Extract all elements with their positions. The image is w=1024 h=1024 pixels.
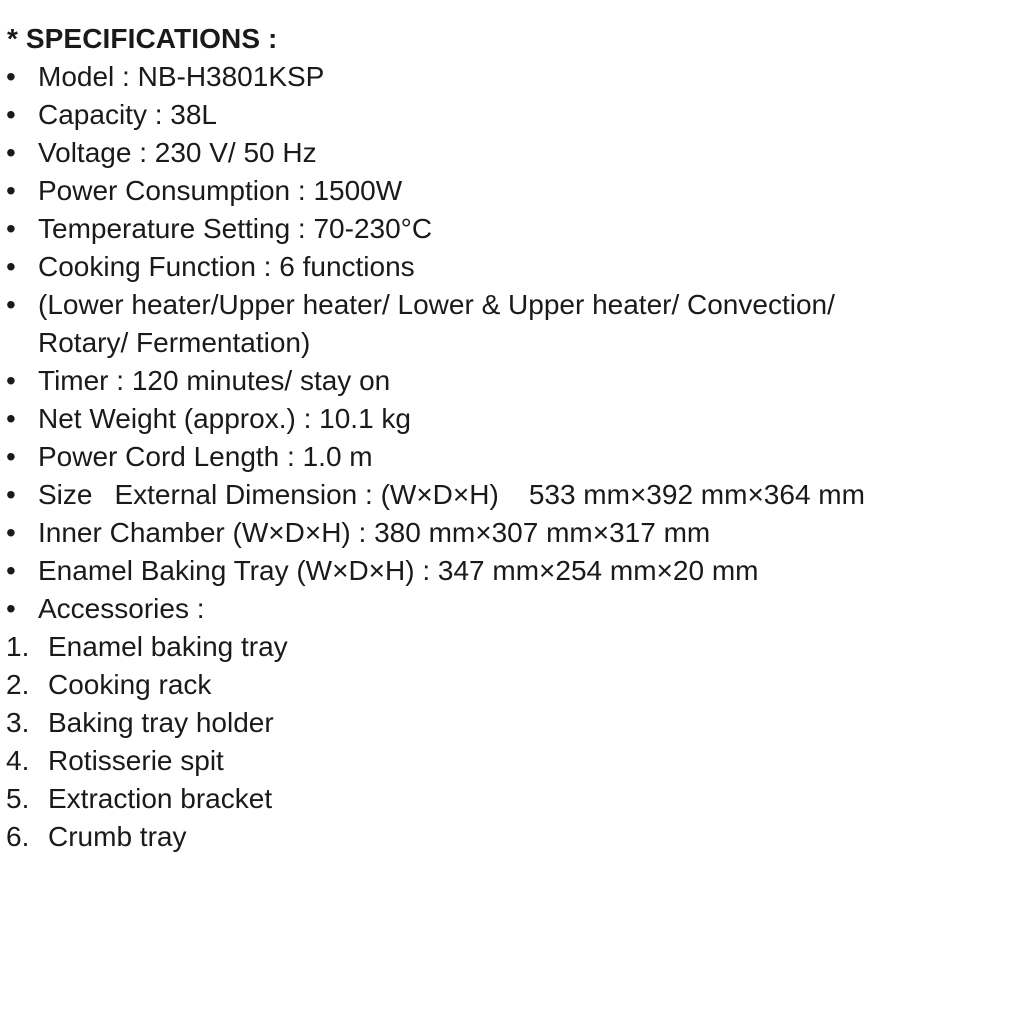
bullet-marker: • (6, 555, 16, 586)
bullet-marker: • (6, 517, 16, 548)
spec-text: Accessories : (38, 593, 205, 624)
size-label: Size (38, 479, 93, 510)
spec-text: Power Consumption : 1500W (38, 175, 403, 206)
spec-text: Enamel Baking Tray (W×D×H) : 347 mm×254 mm×20 mm (38, 555, 759, 586)
spec-text: Inner Chamber (W×D×H) : 380 mm×307 mm×317 mm (38, 517, 711, 548)
accessory-number: 6. (6, 821, 30, 852)
spec-text: Timer : 120 minutes/ stay on (38, 365, 391, 396)
bullet-marker: • (6, 365, 16, 396)
spec-text: Voltage : 230 V/ 50 Hz (38, 137, 317, 168)
accessory-number: 1. (6, 631, 30, 662)
spec-text: Rotary/ Fermentation) (38, 327, 311, 358)
accessory-text: Cooking rack (48, 669, 212, 700)
bullet-marker: • (6, 137, 16, 168)
bullet-marker: • (6, 175, 16, 206)
size-dimension-value: 533 mm×392 mm×364 mm (528, 479, 865, 510)
bullet-marker: • (6, 99, 16, 130)
accessory-number: 4. (6, 745, 30, 776)
spec-text: Net Weight (approx.) : 10.1 kg (38, 403, 411, 434)
accessory-number: 3. (6, 707, 30, 738)
spec-text: Cooking Function : 6 functions (38, 251, 415, 282)
accessory-text: Crumb tray (48, 821, 187, 852)
accessory-number: 5. (6, 783, 30, 814)
spec-text (38, 476, 865, 514)
bullet-marker: • (6, 251, 16, 282)
bullet-marker: • (6, 61, 16, 92)
spec-text: Capacity : 38L (38, 99, 217, 130)
accessory-text: Baking tray holder (48, 707, 274, 738)
bullet-marker: • (6, 213, 16, 244)
accessory-text: Enamel baking tray (48, 631, 288, 662)
spec-text: Model : NB-H3801KSP (38, 61, 325, 92)
bullet-marker: • (6, 593, 16, 624)
accessory-text: Extraction bracket (48, 783, 273, 814)
bullet-marker: • (6, 403, 16, 434)
page-title: * SPECIFICATIONS : (7, 23, 278, 54)
bullet-marker: • (6, 441, 16, 472)
spec-text: Power Cord Length : 1.0 m (38, 441, 373, 472)
spec-text: Temperature Setting : 70-230°C (38, 213, 433, 244)
size-dimension-label: External Dimension : (W×D×H) (114, 479, 499, 510)
accessory-number: 2. (6, 669, 30, 700)
bullet-marker: • (6, 289, 16, 320)
accessory-text: Rotisserie spit (48, 745, 224, 776)
spec-text: (Lower heater/Upper heater/ Lower & Upper heater/ Convection/ (38, 289, 835, 320)
bullet-marker: • (6, 479, 16, 510)
